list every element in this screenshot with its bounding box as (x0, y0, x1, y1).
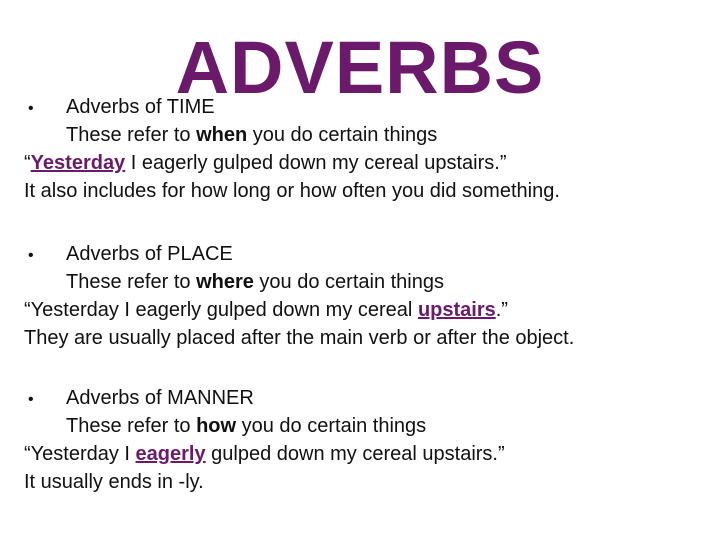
example-pre: “ (24, 152, 31, 174)
definition-post: you do certain things (247, 124, 438, 146)
example-highlight: upstairs (417, 299, 496, 321)
section-time (24, 93, 704, 205)
definition-key: where (196, 271, 254, 293)
bullet-icon: • (28, 391, 34, 408)
section-heading-line (24, 384, 704, 412)
example-post: I eagerly gulped down my cereal upstairs.” (125, 152, 507, 174)
slide-title: ADVERBS (175, 26, 545, 109)
bullet-icon: • (28, 247, 34, 264)
example-highlight: eagerly (135, 443, 206, 465)
example-post: .” (495, 299, 508, 321)
example-line (24, 440, 704, 468)
section-heading: Adverbs of PLACE (66, 243, 233, 265)
section-place (24, 240, 704, 352)
note-line: It usually ends in -ly. (24, 471, 204, 493)
definition-line (24, 121, 704, 149)
definition-line (24, 268, 704, 296)
example-line (24, 149, 704, 177)
note-line: It also includes for how long or how often you did something. (24, 180, 560, 202)
definition-pre: These refer to (66, 271, 197, 293)
definition-post: you do certain things (253, 271, 444, 293)
example-pre: “Yesterday I eagerly gulped down my cereal (24, 299, 418, 321)
example-highlight: Yesterday (30, 152, 126, 174)
section-heading-line (24, 93, 704, 121)
definition-key: when (196, 124, 248, 146)
section-heading: Adverbs of TIME (66, 96, 215, 118)
definition-pre: These refer to (66, 124, 197, 146)
section-heading-line (24, 240, 704, 268)
bullet-icon: • (28, 100, 34, 117)
definition-pre: These refer to (66, 415, 197, 437)
note-line: They are usually placed after the main verb or after the object. (24, 327, 575, 349)
example-line (24, 296, 704, 324)
example-post: gulped down my cereal upstairs.” (205, 443, 505, 465)
example-pre: “Yesterday I (24, 443, 136, 465)
definition-line (24, 412, 704, 440)
section-heading: Adverbs of MANNER (66, 387, 254, 409)
definition-key: how (196, 415, 237, 437)
definition-post: you do certain things (236, 415, 427, 437)
section-manner (24, 384, 704, 496)
